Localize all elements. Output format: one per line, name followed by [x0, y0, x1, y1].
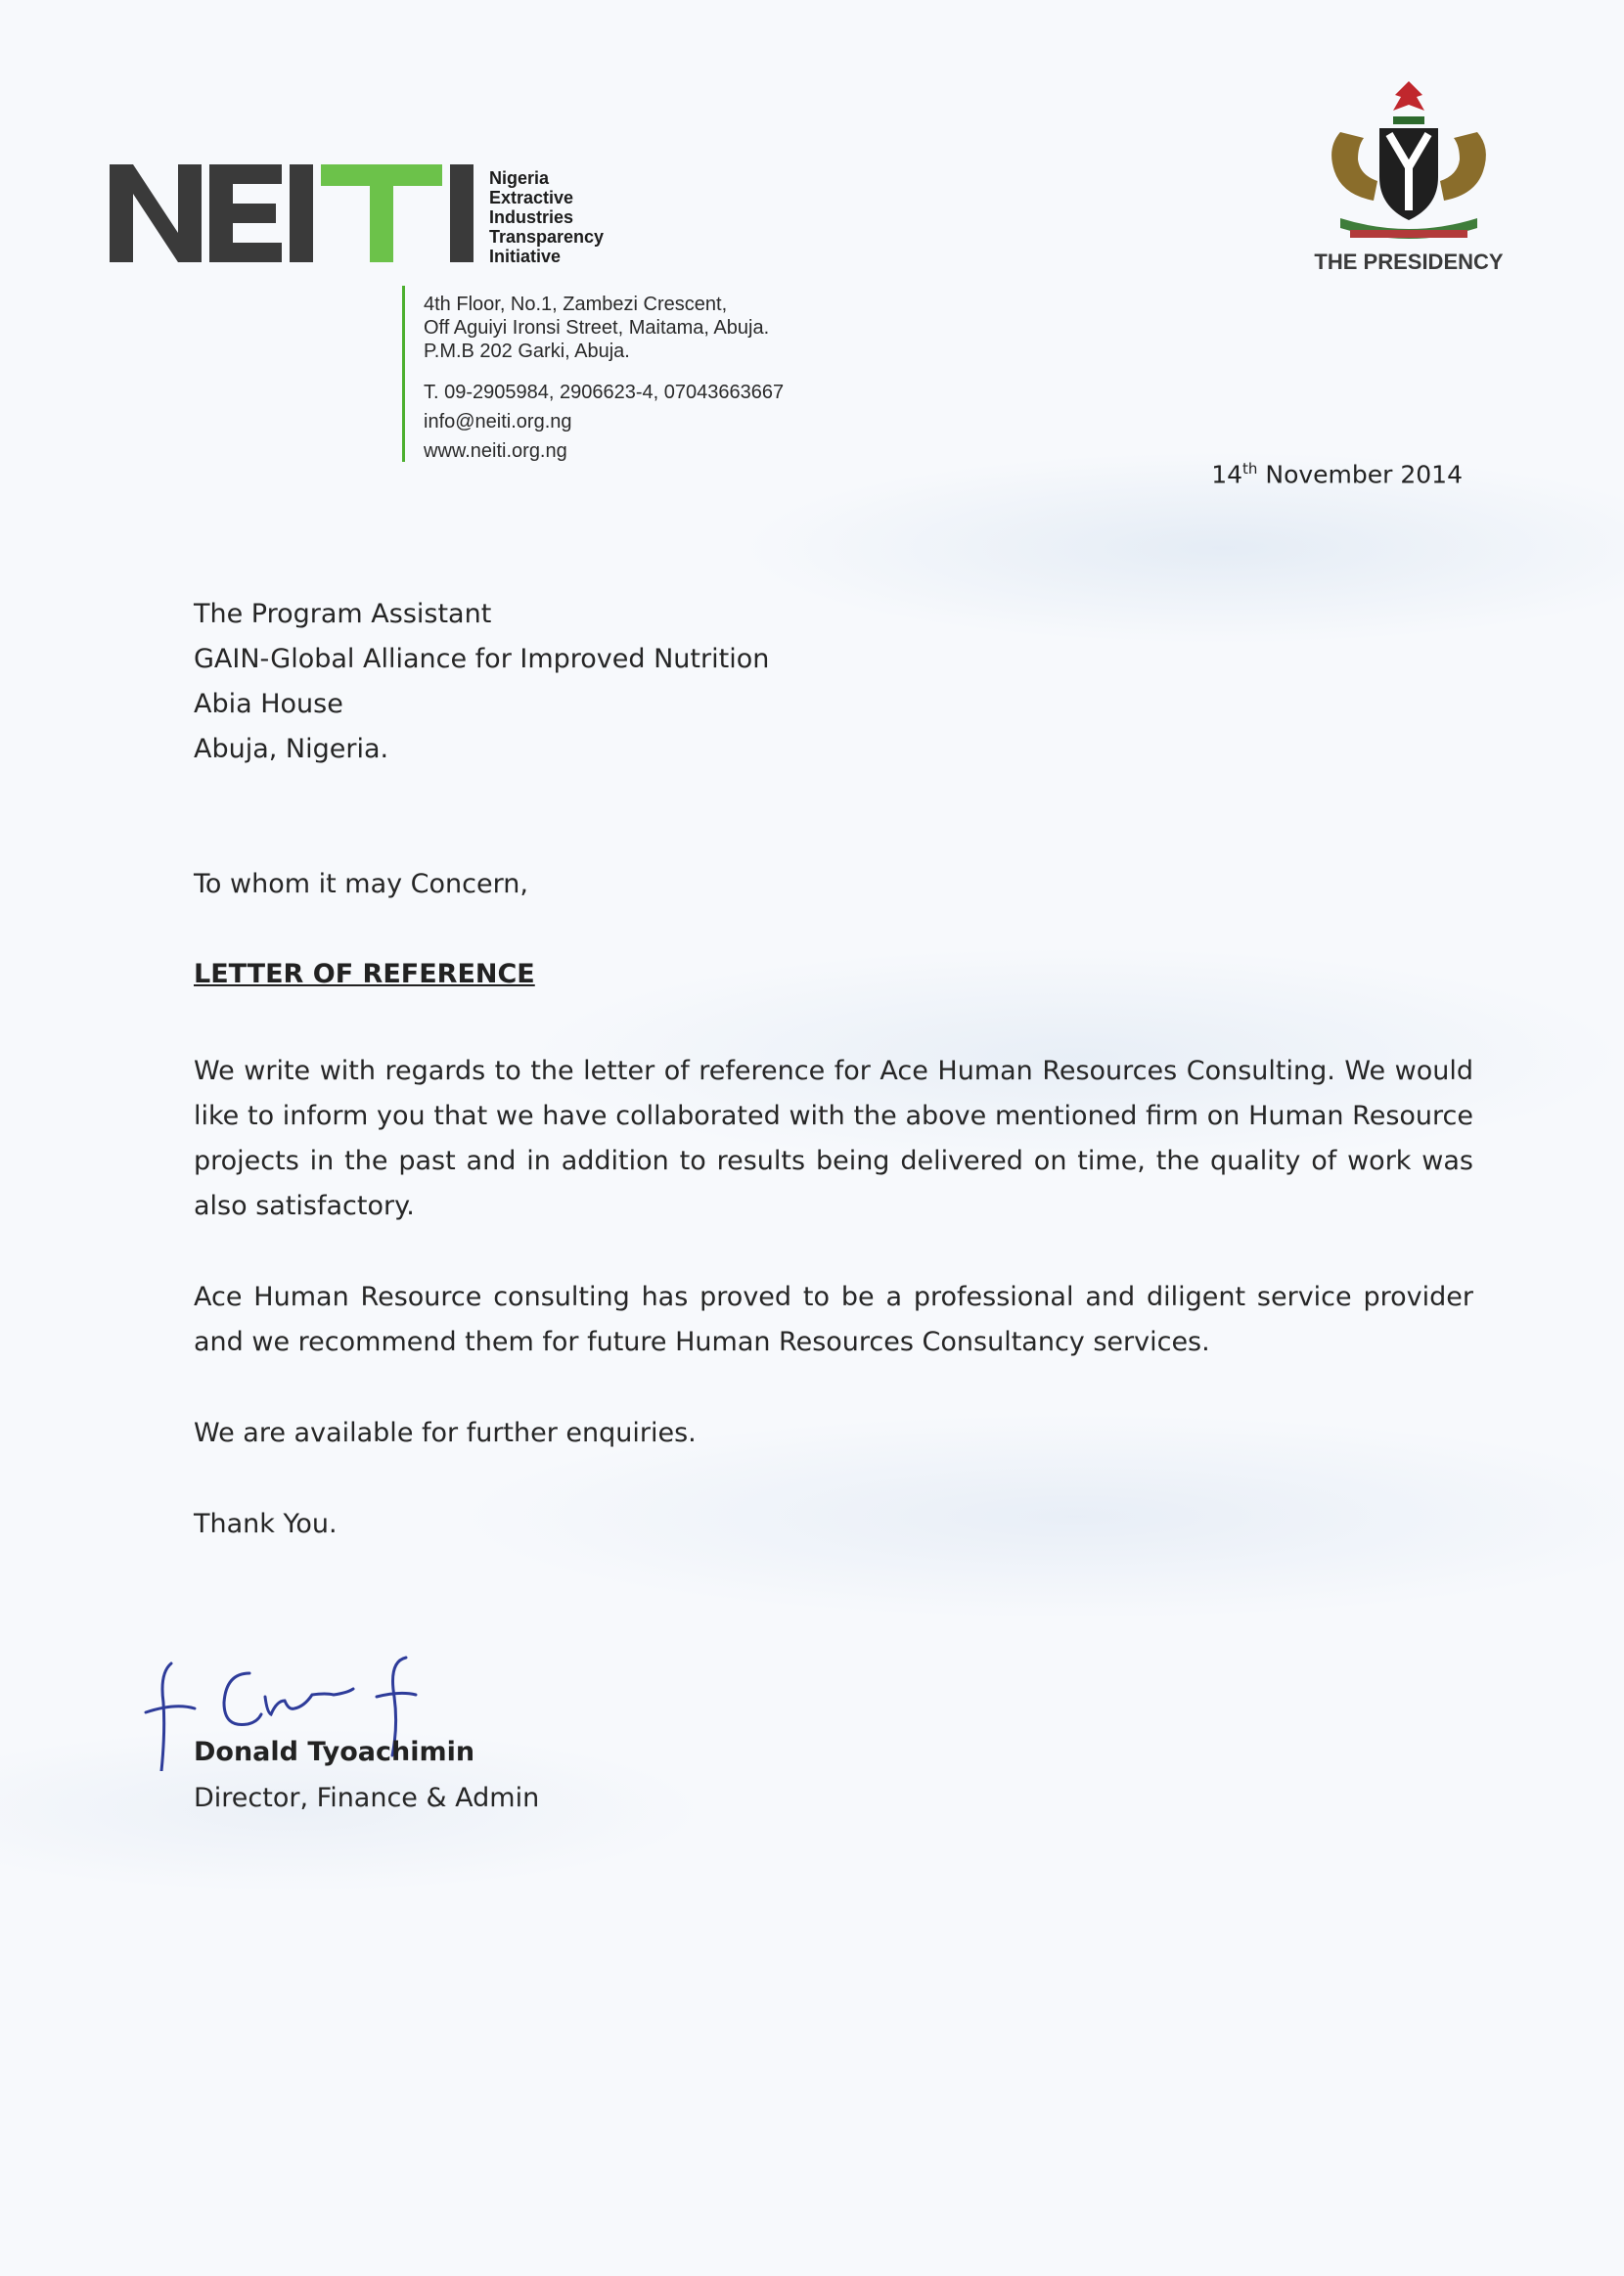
- org-line: Extractive: [489, 188, 574, 207]
- website-line: www.neiti.org.ng: [424, 440, 567, 462]
- presidency-label: THE PRESIDENCY: [1314, 250, 1504, 274]
- addressee-line: GAIN-Global Alliance for Improved Nutrition: [194, 644, 770, 674]
- body-paragraph: We are available for further enquiries.: [194, 1418, 697, 1448]
- addressee-line: The Program Assistant: [194, 599, 492, 629]
- address-line: P.M.B 202 Garki, Abuja.: [424, 341, 630, 362]
- org-line: Industries: [489, 207, 574, 227]
- logo-letter-i1: [290, 164, 313, 262]
- address-line: Off Aguiyi Ironsi Street, Maitama, Abuja.: [424, 317, 770, 339]
- phone-line: T. 09-2905984, 2906623-4, 07043663667: [424, 382, 785, 403]
- body-paragraph: Ace Human Resource consulting has proved to be a professional and diligent service provider and we recommend them for future Human Resources Consultancy services.: [194, 1282, 1473, 1357]
- addressee-line: Abuja, Nigeria.: [194, 734, 389, 764]
- logo-letter-n: [110, 164, 202, 262]
- addressee-line: Abia House: [194, 689, 343, 719]
- org-line: Nigeria: [489, 168, 550, 188]
- body-paragraph: We write with regards to the letter of reference for Ace Human Resources Consulting. We would like to inform you that we have collaborated with the above mentioned firm on Human Resource projects in the past and in addition to results being delivered on time, the quality of work was also satisfactory.: [194, 1056, 1473, 1221]
- closing-line: Thank You.: [194, 1509, 338, 1539]
- logo-letter-i2: [450, 164, 474, 262]
- address-line: 4th Floor, No.1, Zambezi Crescent,: [424, 294, 728, 315]
- letter-heading: LETTER OF REFERENCE: [194, 959, 535, 989]
- org-name-block: [489, 168, 646, 266]
- org-line: Initiative: [489, 247, 562, 266]
- date-day: 14: [1211, 460, 1243, 489]
- signatory-title: Director, Finance & Admin: [194, 1783, 540, 1813]
- coat-of-arms-icon: [1311, 73, 1507, 250]
- date-month-year: November 2014: [1265, 460, 1463, 489]
- letter-date: [1211, 460, 1463, 488]
- org-line: Transparency: [489, 227, 605, 247]
- salutation: To whom it may Concern,: [194, 869, 528, 899]
- signatory-name: Donald Tyoachimin: [194, 1737, 475, 1767]
- address-divider: [402, 286, 405, 462]
- email-line: info@neiti.org.ng: [424, 411, 572, 432]
- date-suffix: th: [1242, 460, 1258, 478]
- logo-letter-e: [209, 164, 282, 262]
- logo-letter-t: [321, 164, 442, 262]
